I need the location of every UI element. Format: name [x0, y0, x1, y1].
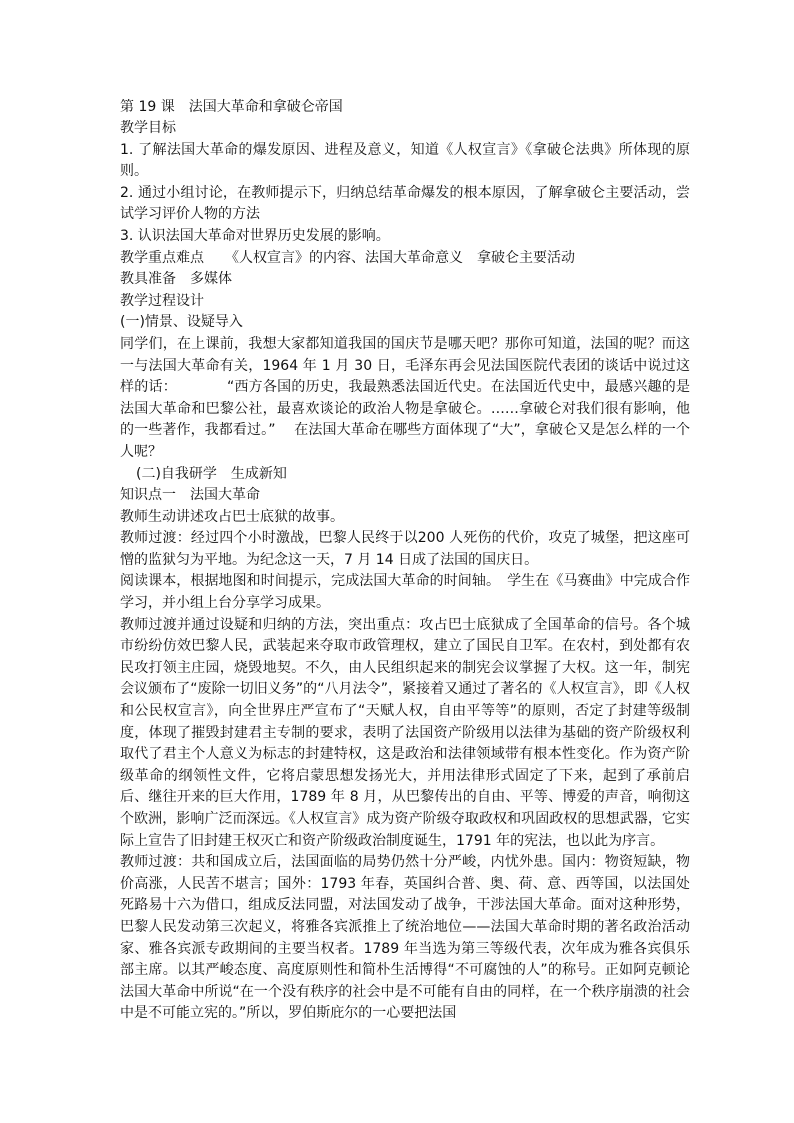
body-paragraph: 教师过渡：共和国成立后，法国面临的局势仍然十分严峻，内忧外患。国内：物资短缺，物价高涨，人民苦不堪言；国外：1793 年春，英国纠合普、奥、荷、意、西等国，以法国处死路易十六为借口，组成反法同盟，对法国发动了战争，干涉法国大革命。面对这种形势，巴黎人民发动第三次起义，将雅各宾派推上了统治地位——法国大革命时期的著名政治活动家、雅各宾派专政期间的主要当权者。1789 年当选为第三等级代表，次年成为雅各宾俱乐部主席。以其严峻态度、高度原则性和简朴生活博得“不可腐蚀的人”的称号。正如阿克顿论法国大革命中所说“在一个没有秩序的社会中是不可能有自由的同样，在一个秩序崩溃的社会中是不可能立宪的。”所以，罗伯斯庇尔的一心要把法国 — [120, 854, 690, 1022]
body-paragraph: 教师过渡并通过设疑和归纳的方法，突出重点：攻占巴士底狱成了全国革命的信号。各个城市纷纷仿效巴黎人民，武装起来夺取市政管理权，建立了国民自卫军。在农村，到处都有农民攻打领主庄园，烧毁地契。不久，由人民组织起来的制宪会议掌握了大权。这一年，制宪会议颁布了“废除一切旧义务”的“八月法令”，紧接着又通过了著名的《人权宣言》，即《人权和公民权宣言》，向全世界庄严宣布了“天赋人权，自由平等等”的原则，否定了封建等级制度，体现了摧毁封建君主专制的要求，表明了法国资产阶级用以法律为基础的资产阶级权利取代了君主个人意义为标志的封建特权，这是政治和法律领域带有根本性变化。作为资产阶级革命的纲领性文件，它将启蒙思想发扬光大，并用法律形式固定了下来，起到了承前启后、继往开来的巨大作用，1789 年 8 月，从巴黎传出的自由、平等、博爱的声音，响彻这个欧洲，影响广泛而深远。《人权宣言》成为资产阶级夺取政权和巩固政权的思想武器，它实际上宣告了旧封建王权灭亡和资产阶级政治制度诞生，1791 年的宪法，也以此为序言。 — [120, 616, 690, 849]
key-points-line: 教学重点难点 《人权宣言》的内容、法国大革命意义 拿破仑主要活动 — [120, 249, 575, 266]
section-heading-process: 教学过程设计 — [120, 292, 204, 309]
document-body — [120, 96, 690, 1025]
body-paragraph: 教师生动讲述攻占巴士底狱的故事。 — [120, 508, 344, 525]
body-paragraph: 同学们，在上课前，我想大家都知道我国的国庆节是哪天吧？那你可知道，法国的呢？而这一与法国大革命有关，1964 年 1 月 30 日，毛泽东再会见法国医院代表团的谈话中说过这样的话： “西方各国的历史，我最熟悉法国近代史。在法国近代史中，最感兴趣的是法国大革命和巴黎公社，最喜欢谈论的政治人物是拿破仑。……拿破仑对我们很有影响，他的一些著作，我都看过。” 在法国大革命在哪些方面体现了“大”，拿破仑又是怎么样的一个人呢？ — [120, 335, 690, 460]
body-paragraph: 阅读课本，根据地图和时间提示，完成法国大革命的时间轴。 学生在《马赛曲》中完成合作学习，并小组上台分享学习成果。 — [120, 573, 690, 612]
lesson-title: 第 19 课 法国大革命和拿破仑帝国 — [120, 99, 343, 115]
subsection-heading: (二)自我研学 生成新知 — [136, 465, 287, 482]
subsection-heading: (一)情景、设疑导入 — [120, 314, 243, 331]
objective-item: 3. 认识法国大革命对世界历史发展的影响。 — [120, 227, 390, 244]
section-heading-objectives: 教学目标 — [120, 120, 176, 136]
objective-item: 1. 了解法国大革命的爆发原因、进程及意义，知道《人权宣言》《拿破仑法典》所体现的原则。 — [120, 141, 690, 180]
objective-item: 2. 通过小组讨论，在教师提示下，归纳总结革命爆发的根本原因，了解拿破仑主要活动，尝试学习评价人物的方法 — [120, 184, 690, 223]
body-paragraph: 教师过渡：经过四个小时激战，巴黎人民终于以200 人死伤的代价，攻克了城堡，把这座可憎的监狱匀为平地。为纪念这一天，7 月 14 日成了法国的国庆日。 — [120, 530, 690, 568]
knowledge-point-heading: 知识点一 法国大革命 — [120, 487, 260, 504]
teaching-aids-line: 教具准备 多媒体 — [120, 271, 232, 288]
